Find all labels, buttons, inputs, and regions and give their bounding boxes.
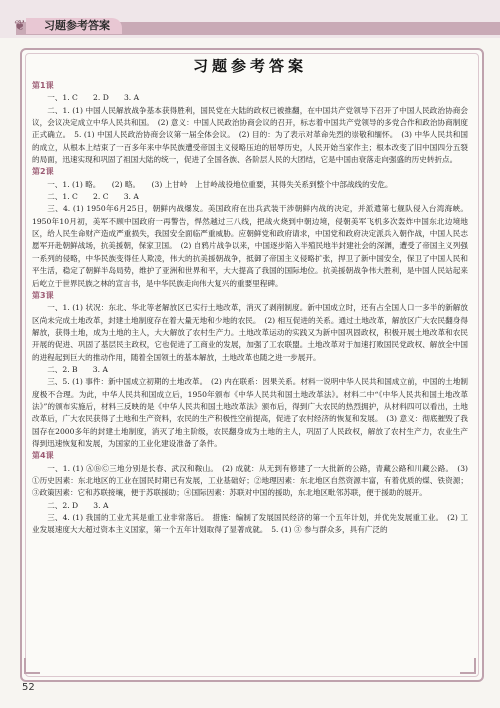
answer-paragraph: 一、1. (1) ⒶⒷⒸ三地分别是长春、武汉和鞍山。 (2) 成就：从无到有修建了一大批新的公路，青藏公路和川藏公路。 (3) ①历史因素：东北地区的工业在国民时期已有发展，工业基础好；②地理因素：东北地区自然资源丰富，有着优质的煤、铁资源；③政策因素：它和苏联接壤，便于苏联援助；④国际因素：苏联对中国的援助，东北地区毗邻苏联，便于援助的展开。 [32,463,468,498]
page-number: 52 [22,682,35,693]
lesson-heading: 第1课 [32,81,54,90]
answer-paragraph: 二、2. D 3. A [47,500,109,510]
answer-paragraph: 三、5. (1) 事件：新中国成立初期的土地改革。 (2) 内在联系：因果关系。材料一说明中华人民共和国成立前，中国的土地制度极不合理。为此，中华人民共和国成立后，1950年颁布《中华人民共和国土地改革法》。材料二中“《中华人民共和国土地改革法》”的颁布实施后，材料三反映的是《中华人民共和国土地改革法》颁布后，得到广大农民的热烈拥护，从材料四可以看出，土地改革后，广大农民获得了土地和生产资料，农民的生产积极性空前提高，促进了农村经济的恢复和发展。 (3) 意义：彻底摧毁了我国存在2000多年的封建土地制度，消灭了地主阶级，农民翻身成为土地的主人，巩固了人民政权，解放了农村生产力，农业生产得到迅速恢复和发展，为国家的工业化建设准备了条件。 [32,377,468,448]
answer-content [32,80,468,537]
answer-paragraph: 二、1. C 2. C 3. A [47,192,139,202]
ornament-icon: ❦ [14,18,26,34]
answer-paragraph: 三、4. (1) 1950年6月25日，朝鲜内战爆发。美国政府在出兵武装干涉朝鲜内战的决定，并派遣第七舰队侵入台湾海峡。1950年10月初，美军不顾中国政府一再警告，悍然越过三八线，把战火烧到中朝边境，侵朝美军飞机多次轰炸中国东北边境地区，给人民生命财产造成严重损失，我国安全面临严重威胁。应朝鲜党和政府请求，中国党和政府决定派兵入朝作战，中国人民志愿军开赴朝鲜战场，抗美援朝，保家卫国。 (2) 自鸦片战争以来，中国逐步陷入半殖民地半封建社会的深渊，遭受了帝国主义列强一系列的侵略，中华民族变得任人欺凌，伟大的抗美援朝战争，抵御了帝国主义侵略扩张，捍卫了新中国安全，保卫了中国人民和平生活，稳定了朝鲜半岛局势，维护了亚洲和世界和平，大大提高了我国的国际地位。抗美援朝战争伟大胜利，是中国人民站起来后屹立于世界民族之林的宣言书，是中华民族走向伟大复兴的重要里程碑。 [32,204,468,288]
page-title: 习题参考答案 [192,57,307,75]
header-tab: 习题参考答案 [26,18,122,34]
answer-paragraph: 三、4. (1) 我国的工业尤其是重工业非常落后。 措施：编制了发展国民经济的第一个五年计划，并优先发展重工业。 (2) 工业发展速度大大超过资本主义国家，第一个五年计划取得了显著成就。 5. (1) ③ 参与群众多，具有广泛的 [32,513,468,535]
frame-corner-right [460,658,476,674]
answer-paragraph: 二、2. B 3. A [47,364,108,374]
answer-paragraph: 一、1. (1) 状况：东北、华北等老解放区已实行土地改革，消灭了剥削制度。新中国成立时，还有占全国人口一多半的新解放区尚未完成土地改革，封建土地制度存在着大量无地和少地的农民。 (2) 相互促进的关系。通过土地改革，解放区广大农民翻身得解放，获得土地，成为土地的主人，大大解放了农村生产力。土地改革运动的实践又为新中国巩固政权，积极开展土地改革和农民开展的促进、巩固了基层民主政权，它也促进了工商业的发展，加强了工农联盟。土地改革对于加速打败国民党政权、解放全中国的进程起到巨大的推动作用，随着全国领土的基本解放，土地改革也随之进一步展开。 [32,303,468,362]
lesson-heading: 第4课 [32,451,54,461]
answer-paragraph: 一、1. C 2. D 3. A [47,93,140,103]
answer-paragraph: 二、1. (1) 中国人民解放战争基本获得胜利，国民党在大陆的政权已被推翻，在中国共产党领导下召开了中国人民政治协商会议，会议决定成立中华人民共和国。 (2) 意义：中国人民政治协商会议的召开，标志着中国共产党领导的多党合作和政治协商制度正式确立。 5. (1) 中国人民政治协商会议第一届全体会议。 (2) 目的：为了表示对革命先烈的崇敬和缅怀。 (3) 中华人民共和国的成立，从根本上结束了一百多年来中华民族遭受帝国主义侵略压迫的屈辱历史，人民开始当家作主；根本改变了旧中国四分五裂的局面，迅速实现和巩固了祖国大陆的统一，促进了全国各族、各阶层人民的大团结，它是中国由衰落走向强盛的历史转折点。 [32,105,468,165]
frame-corner-left [24,658,40,674]
answer-paragraph: 一、1. (1) 略。 (2) 略。 (3) 上甘岭 上甘岭战役地位重要，其得失关系到整个中部战线的安危。 [47,179,393,189]
lesson-heading: 第3课 [32,290,54,300]
lesson-heading: 第2课 [32,167,54,177]
